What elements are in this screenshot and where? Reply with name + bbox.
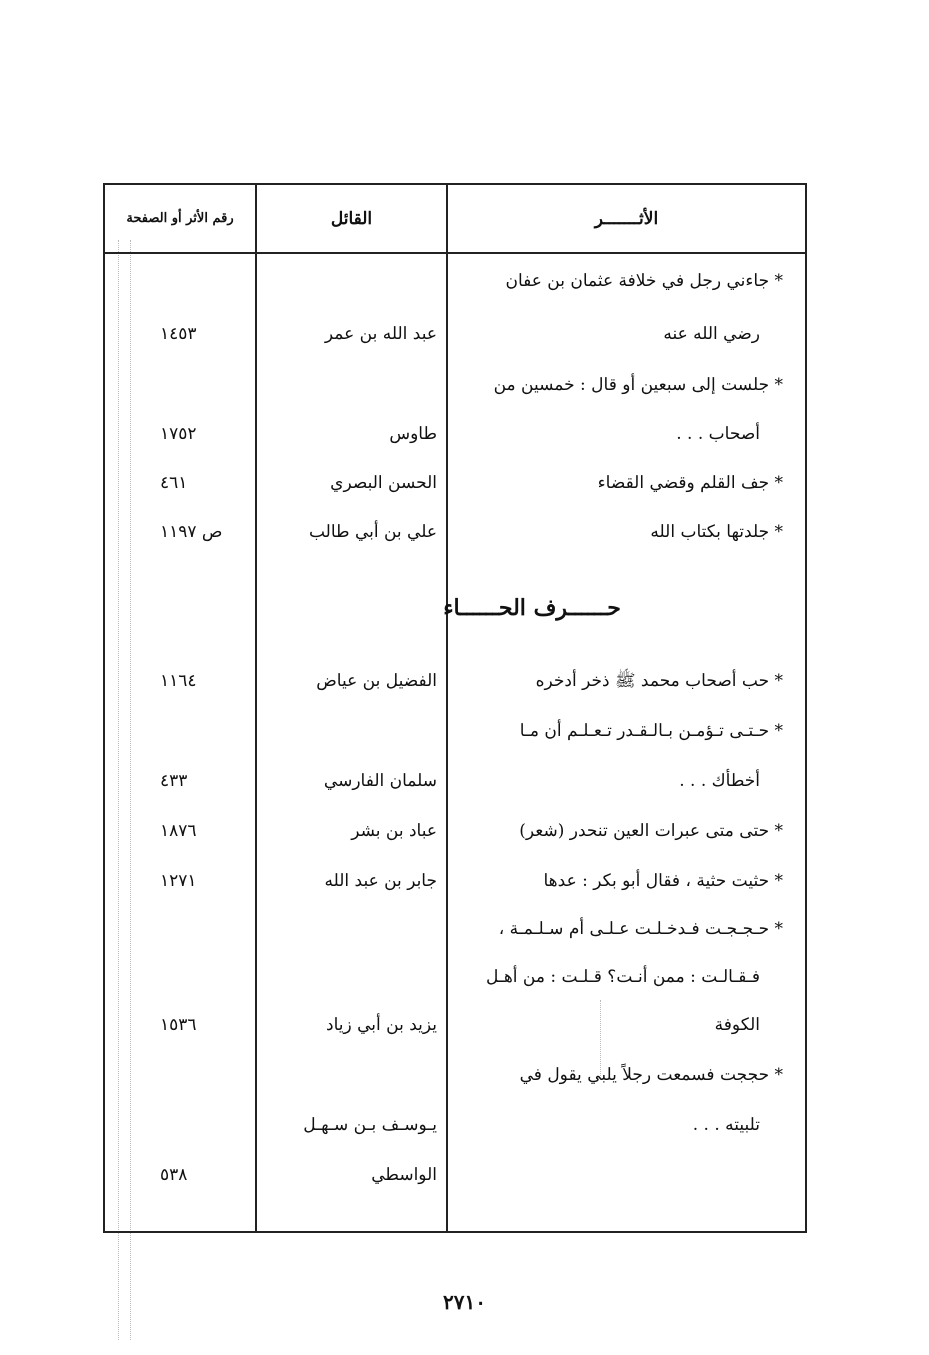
row-4-athar: * جف القلم وقضي القضاء (597, 473, 783, 493)
row-10-athar: * حثيت حثية ، فقال أبو بكر : عدها (543, 871, 783, 891)
row-8-athar: أخطأك . . . (679, 771, 760, 791)
row-9-ref: ١٨٧٦ (160, 821, 197, 841)
row-15-qail: يـوسـف بـن سـهـل (303, 1115, 437, 1135)
row-13-athar: الكوفة (714, 1015, 760, 1035)
row-10-ref: ١٢٧١ (160, 871, 197, 891)
row-13-qail: يزيد بن أبي زياد (326, 1015, 437, 1035)
row-4-ref: ٤٦١ (160, 473, 188, 493)
row-5-ref: ص ١١٩٧ (160, 522, 223, 542)
column-divider (255, 185, 257, 1231)
row-3-athar: أصحاب . . . (676, 424, 760, 444)
header-qail: القائل (330, 209, 373, 229)
row-16-qail: الواسطي (371, 1165, 437, 1185)
row-3-qail: طاوس (389, 424, 437, 444)
row-1-qail: عبد الله بن عمر (324, 324, 437, 344)
row-8-ref: ٤٣٣ (160, 771, 188, 791)
row-10-qail: جابر بن عبد الله (324, 871, 437, 891)
row-3-ref: ١٧٥٢ (160, 424, 197, 444)
section-title: حــــــرف الحــــــاء (443, 595, 621, 621)
row-11-athar: * حـجـجـت فـدخـلـت عـلـى أم سـلـمـة ، (498, 919, 783, 939)
row-14-athar: * حججت فسمعت رجلاً يلبي يقول في (519, 1065, 783, 1085)
row-1-ref: ١٤٥٣ (160, 324, 197, 344)
row-16-ref: ٥٣٨ (160, 1165, 188, 1185)
row-13-ref: ١٥٣٦ (160, 1015, 197, 1035)
row-9-qail: عباد بن بشر (351, 821, 437, 841)
row-15-athar: تلبيته . . . (692, 1115, 760, 1135)
row-6-athar: * حب أصحاب محمد ﷺ ذخر أدخره (535, 671, 783, 691)
row-8-qail: سلمان الفارسي (323, 771, 437, 791)
page-number: ٢٧١٠ (443, 1290, 486, 1314)
row-0-athar: * جاءني رجل في خلافة عثمان بن عفان (505, 271, 783, 291)
header-ref: رقم الأثر أو الصفحة (126, 211, 234, 226)
row-2-athar: * جلست إلى سبعين أو قال : خمسين من (493, 375, 783, 395)
row-6-qail: الفضيل بن عياض (316, 671, 437, 691)
index-table (103, 183, 807, 1233)
row-7-athar: * حـتـى تـؤمـن بـالـقـدر تـعـلـم أن مـا (519, 721, 783, 741)
row-4-qail: الحسن البصري (330, 473, 437, 493)
header-athar: الأثـــــــر (594, 209, 659, 229)
row-5-athar: * جلدتها بكتاب الله (650, 522, 783, 542)
row-12-athar: فـقـالـت : ممن أنـت؟ قـلـت : من أهـل (485, 967, 760, 987)
header-divider (105, 252, 805, 254)
row-9-athar: * حتى متى عبرات العين تنحدر (شعر) (519, 821, 783, 841)
row-5-qail: علي بن أبي طالب (308, 522, 437, 542)
row-1-athar: رضي الله عنه (663, 324, 760, 344)
row-6-ref: ١١٦٤ (160, 671, 197, 691)
